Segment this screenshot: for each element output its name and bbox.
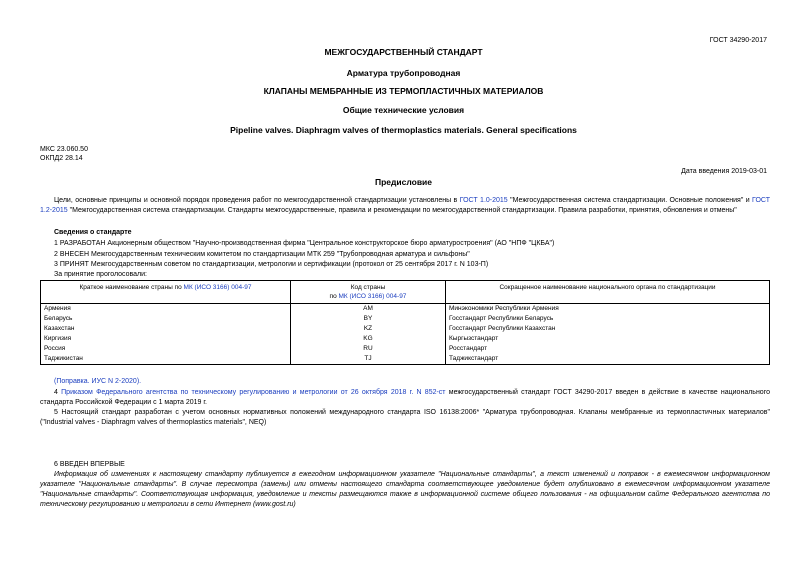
voted-label: За принятие проголосовали: xyxy=(54,271,147,278)
mk-iso-link-2[interactable]: МК (ИСО 3166) 004-97 xyxy=(338,293,407,300)
item-4-number: 4 xyxy=(54,389,62,396)
mks-code: МКС 23.060.50 xyxy=(40,146,88,153)
heading-subtitle: Арматура трубопроводная xyxy=(346,68,461,78)
body-cell: Таджикстандарт xyxy=(446,354,770,365)
country-cell: Россия xyxy=(41,344,291,354)
code-cell: AM xyxy=(291,304,446,315)
code-cell: KG xyxy=(291,334,446,344)
mk-iso-link[interactable]: МК (ИСО 3166) 004-97 xyxy=(183,284,252,291)
doc-number: ГОСТ 34290-2017 xyxy=(709,37,767,44)
item-3: 3 ПРИНЯТ Межгосударственным советом по стандартизации, метрологии и сертификации (протокол от 25 сентября 2017 г. N 103-П) xyxy=(54,261,489,268)
code-cell: KZ xyxy=(291,324,446,334)
item-6-title: 6 ВВЕДЕН ВПЕРВЫЕ xyxy=(54,461,125,468)
item-1: 1 РАЗРАБОТАН Акционерным обществом "Научно-производственная фирма "Центральное конструкторское бюро арматуростроения" (АО "НПФ "ЦКБА") xyxy=(54,240,555,247)
body-cell: Минэкономики Республики Армения xyxy=(446,304,770,315)
countries-table xyxy=(40,280,770,365)
code-cell: RU xyxy=(291,344,446,354)
preface-title: Предисловие xyxy=(374,177,433,187)
country-cell: Таджикистан xyxy=(41,354,291,365)
preface-paragraph xyxy=(40,196,770,216)
heading-standard: МЕЖГОСУДАРСТВЕННЫЙ СТАНДАРТ xyxy=(324,47,483,57)
order-link[interactable]: Приказом Федерального агентства по техническому регулированию и метрологии от 26 октября 2018 г. N 852-ст xyxy=(61,389,446,396)
body-cell: Госстандарт Республики Беларусь xyxy=(446,314,770,324)
preface-text-2: "Межгосударственная система стандартизации. Основные положения" и xyxy=(507,197,753,204)
table-row xyxy=(41,334,770,344)
table-row xyxy=(41,304,770,315)
preface-text-1: Цели, основные принципы и основной порядок проведения работ по межгосударственной стандартизации установлены в xyxy=(54,197,460,204)
code-cell: BY xyxy=(291,314,446,324)
body-cell: Росстандарт xyxy=(446,344,770,354)
table-row xyxy=(41,344,770,354)
col-header-country-text: Краткое наименование страны по xyxy=(79,284,184,291)
item-6-text: Информация об изменениях к настоящему стандарту публикуется в ежегодном информационном указателе "Национальные стандарты", а текст изменений и поправок - в ежемесячном информационном указателе "Национальные стандарты". В случае пересмотра (замены) или отмены настоящего стандарта соответствующее уведомление будет опубликовано в ежемесячном информационном указателе "Национальные стандарты". Соответствующая информация, уведомление и тексты размещаются также в информационной системе общего пользования - на официальном сайте Федерального агентства по техническому регулированию и метрологии в сети Интернет (www.gost.ru) xyxy=(40,471,770,508)
okpd-code: ОКПД2 28.14 xyxy=(40,155,83,162)
item-5: 5 Настоящий стандарт разработан с учетом основных нормативных положений международного стандарта ISO 16138:2006* "Арматура трубопроводная. Клапаны мембранные из термопластичных материалов" ("Industrial valves - Diaphragm valves of thermoplastics materials", NEQ) xyxy=(40,409,770,426)
table-row xyxy=(41,324,770,334)
date-intro: Дата введения 2019-03-01 xyxy=(681,168,767,175)
table-row xyxy=(41,354,770,365)
col-header-code xyxy=(291,281,446,304)
country-cell: Беларусь xyxy=(41,314,291,324)
body-cell: Кыргызстандарт xyxy=(446,334,770,344)
body-cell: Госстандарт Республики Казахстан xyxy=(446,324,770,334)
col-header-country xyxy=(41,281,291,304)
preface-text-3: "Межгосударственная система стандартизации. Стандарты межгосударственные, правила и рекомендации по межгосударственной стандартизации. Правила разработки, принятия, обновления и отмены" xyxy=(67,207,737,214)
country-cell: Армения xyxy=(41,304,291,315)
country-cell: Казахстан xyxy=(41,324,291,334)
col-header-body: Сокращенное наименование национального органа по стандартизации xyxy=(446,281,770,304)
code-cell: TJ xyxy=(291,354,446,365)
heading-general: Общие технические условия xyxy=(342,105,465,115)
gost-1-2-link[interactable]: ГОСТ 1.2-2015 xyxy=(40,197,770,214)
amendment-link[interactable]: (Поправка. ИУС N 2-2020). xyxy=(54,378,142,385)
heading-title: КЛАПАНЫ МЕМБРАННЫЕ ИЗ ТЕРМОПЛАСТИЧНЫХ МАТЕРИАЛОВ xyxy=(263,86,544,96)
item-4 xyxy=(40,388,770,408)
table-row xyxy=(41,314,770,324)
col-header-code-text: Код страны xyxy=(350,284,386,291)
gost-1-0-link[interactable]: ГОСТ 1.0-2015 xyxy=(459,197,508,204)
info-title: Сведения о стандарте xyxy=(54,229,132,236)
country-cell: Киргизия xyxy=(41,334,291,344)
item-2: 2 ВНЕСЕН Межгосударственным техническим комитетом по стандартизации МТК 259 "Трубопроводная арматура и сильфоны" xyxy=(54,251,470,258)
item-4-text: межгосударственный стандарт ГОСТ 34290-2017 введен в действие в качестве национального стандарта Российской Федерации с 1 марта 2019 г. xyxy=(40,389,770,406)
heading-english: Pipeline valves. Diaphragm valves of thermoplastics materials. General specifications xyxy=(230,125,577,135)
col-header-code-pre: по xyxy=(329,293,339,300)
